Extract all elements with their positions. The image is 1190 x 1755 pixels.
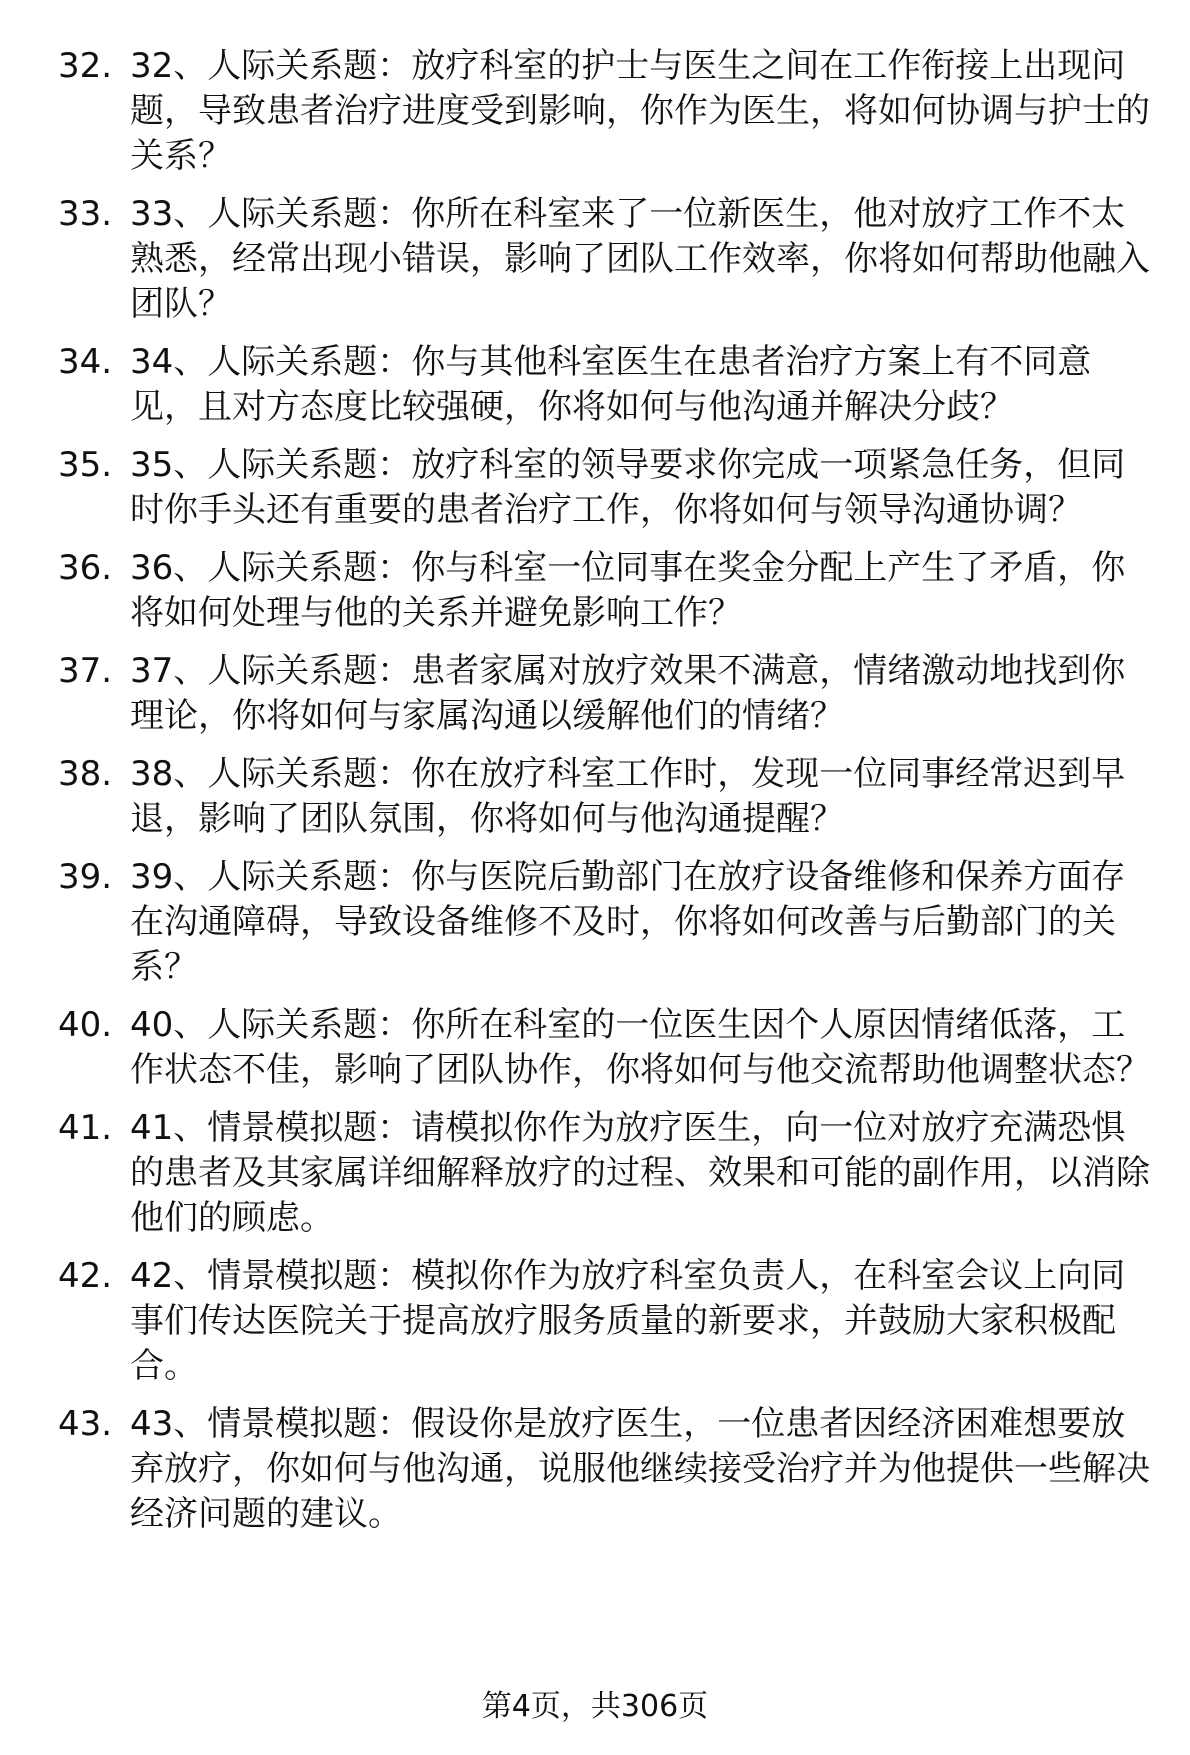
question-text: 40、人际关系题：你所在科室的一位医生因个人原因情绪低落，工作状态不佳，影响了团队协作，你将如何与他交流帮助他调整状态？ — [130, 1005, 1150, 1090]
question-item-40 — [58, 1003, 1158, 1093]
question-number: 39. — [58, 857, 113, 897]
question-number: 34. — [58, 342, 113, 382]
question-text: 36、人际关系题：你与科室一位同事在奖金分配上产生了矛盾，你将如何处理与他的关系并避免影响工作？ — [130, 548, 1126, 633]
question-text: 37、人际关系题：患者家属对放疗效果不满意，情绪激动地找到你理论，你将如何与家属沟通以缓解他们的情绪？ — [130, 651, 1126, 736]
question-text: 42、情景模拟题：模拟你作为放疗科室负责人，在科室会议上向同事们传达医院关于提高放疗服务质量的新要求，并鼓励大家积极配合。 — [130, 1256, 1126, 1386]
question-item-39 — [58, 855, 1158, 990]
question-text: 32、人际关系题：放疗科室的护士与医生之间在工作衔接上出现问题，导致患者治疗进度受到影响，你作为医生，将如何协调与护士的关系？ — [130, 46, 1150, 176]
question-number: 33. — [58, 194, 113, 234]
question-number: 36. — [58, 548, 113, 588]
page-footer: 第4页，共306页 — [481, 1689, 709, 1724]
question-text: 33、人际关系题：你所在科室来了一位新医生，他对放疗工作不太熟悉，经常出现小错误，影响了团队工作效率，你将如何帮助他融入团队？ — [130, 194, 1150, 324]
question-number: 37. — [58, 651, 113, 691]
question-item-32 — [58, 44, 1158, 179]
question-item-41 — [58, 1106, 1158, 1241]
question-number: 40. — [58, 1005, 113, 1045]
question-number: 43. — [58, 1404, 113, 1444]
question-text: 41、情景模拟题：请模拟你作为放疗医生，向一位对放疗充满恐惧的患者及其家属详细解释放疗的过程、效果和可能的副作用，以消除他们的顾虑。 — [130, 1108, 1150, 1238]
question-item-33 — [58, 192, 1158, 327]
question-list — [58, 44, 1158, 1550]
question-text: 43、情景模拟题：假设你是放疗医生，一位患者因经济困难想要放弃放疗，你如何与他沟通，说服他继续接受治疗并为他提供一些解决经济问题的建议。 — [130, 1404, 1150, 1534]
question-item-36 — [58, 546, 1158, 636]
question-item-35 — [58, 443, 1158, 533]
question-item-43 — [58, 1402, 1158, 1537]
question-item-34 — [58, 340, 1158, 430]
question-item-37 — [58, 649, 1158, 739]
question-text: 34、人际关系题：你与其他科室医生在患者治疗方案上有不同意见，且对方态度比较强硬，你将如何与他沟通并解决分歧？ — [130, 342, 1092, 427]
question-item-42 — [58, 1254, 1158, 1389]
question-text: 38、人际关系题：你在放疗科室工作时，发现一位同事经常迟到早退，影响了团队氛围，你将如何与他沟通提醒？ — [130, 754, 1126, 839]
question-number: 41. — [58, 1108, 113, 1148]
question-number: 32. — [58, 46, 113, 86]
question-number: 38. — [58, 754, 113, 794]
question-number: 35. — [58, 445, 113, 485]
question-text: 35、人际关系题：放疗科室的领导要求你完成一项紧急任务，但同时你手头还有重要的患者治疗工作，你将如何与领导沟通协调？ — [130, 445, 1126, 530]
question-item-38 — [58, 752, 1158, 842]
question-text: 39、人际关系题：你与医院后勤部门在放疗设备维修和保养方面存在沟通障碍，导致设备维修不及时，你将如何改善与后勤部门的关系？ — [130, 857, 1126, 987]
question-number: 42. — [58, 1256, 113, 1296]
